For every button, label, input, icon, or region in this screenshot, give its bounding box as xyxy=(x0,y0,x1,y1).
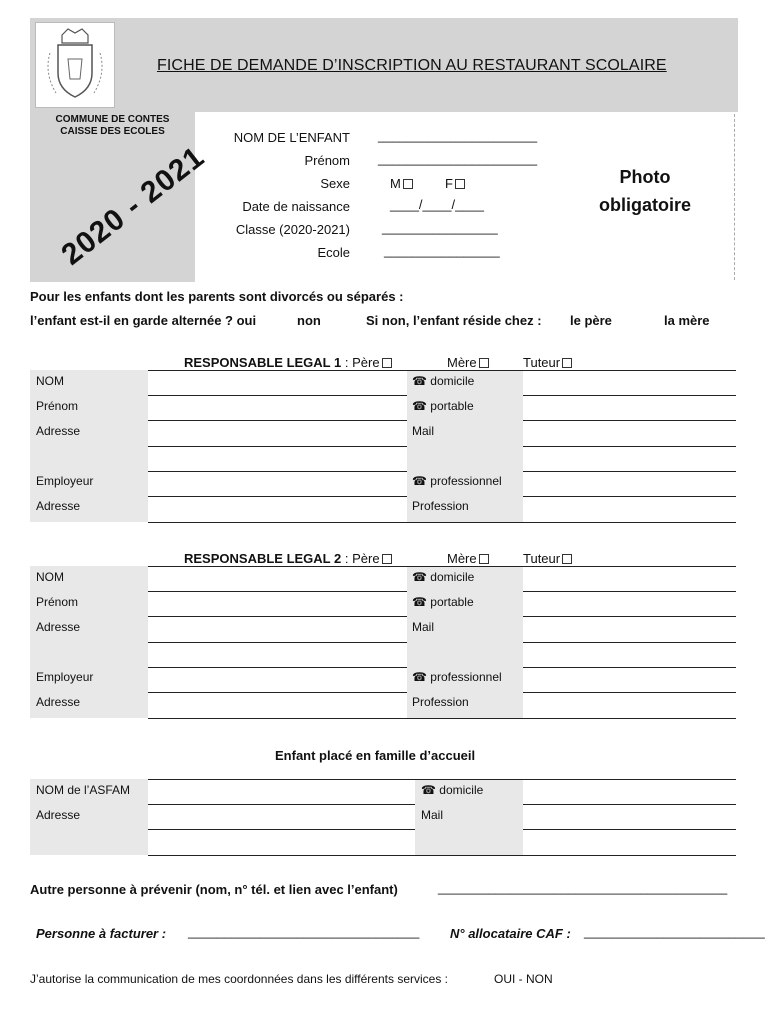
resp2-mere-checkbox[interactable] xyxy=(479,554,489,564)
sex-m-label: M xyxy=(390,176,401,191)
billing-person-label: Personne à facturer : xyxy=(36,926,167,941)
resp2-adresse-emp-label: Adresse xyxy=(36,695,81,709)
table-line xyxy=(148,471,407,472)
resp2-tuteur-checkbox[interactable] xyxy=(562,554,572,564)
asfam-mail-label: Mail xyxy=(421,808,444,822)
commune-line-2: CAISSE DES ECOLES xyxy=(60,126,165,137)
emergency-contact-label: Autre personne à prévenir (nom, n° tél. et lien avec l’enfant) xyxy=(30,882,398,897)
table-line xyxy=(148,616,407,617)
sex-m-option[interactable] xyxy=(390,176,413,191)
table-line xyxy=(148,804,415,805)
asfam-domicile-label: ☎ domicile xyxy=(421,783,484,797)
table-line xyxy=(523,667,736,668)
resp2-mail-label: Mail xyxy=(412,620,435,634)
table-line xyxy=(148,420,407,421)
foster-title: Enfant placé en famille d’accueil xyxy=(275,748,476,763)
resp1-domicile-label: ☎ domicile xyxy=(412,374,475,388)
school-label: Ecole xyxy=(317,245,350,260)
school-field[interactable]: ________________ xyxy=(384,243,500,258)
table-line xyxy=(523,591,736,592)
commune-line-1: COMMUNE DE CONTES xyxy=(55,114,170,125)
caf-number-label: N° allocataire CAF : xyxy=(450,926,571,941)
billing-person-field[interactable]: ________________________________ xyxy=(188,924,420,939)
table-line xyxy=(523,420,736,421)
resp1-prenom-label: Prénom xyxy=(36,399,79,413)
table-line xyxy=(148,370,736,371)
resp2-table xyxy=(30,566,736,718)
garde-non-option[interactable]: non xyxy=(297,313,321,328)
class-field[interactable]: ________________ xyxy=(382,220,498,235)
residence-mere-option[interactable]: la mère xyxy=(664,313,710,328)
photo-line-2: obligatoire xyxy=(598,195,691,215)
resp1-employeur-label: Employeur xyxy=(36,474,94,488)
resp2-mere-option[interactable] xyxy=(447,551,489,566)
resp2-title: RESPONSABLE LEGAL 2 xyxy=(184,551,342,566)
resp1-pere-checkbox[interactable] xyxy=(382,358,392,368)
resp1-tuteur-checkbox[interactable] xyxy=(562,358,572,368)
dob-field[interactable]: ____/____/____ xyxy=(390,197,484,212)
consent-text: J’autorise la communication de mes coordonnées dans les différents services : xyxy=(30,972,448,986)
class-label: Classe (2020-2021) xyxy=(235,222,350,237)
resp1-adresse-label: Adresse xyxy=(36,424,81,438)
table-line xyxy=(523,642,736,643)
table-line xyxy=(148,779,736,780)
table-line xyxy=(523,616,736,617)
resp1-mere-label: Mère xyxy=(447,355,477,370)
resp1-title: RESPONSABLE LEGAL 1 xyxy=(184,355,342,370)
resp2-employeur-label: Employeur xyxy=(36,670,94,684)
resp1-mere-option[interactable] xyxy=(447,355,489,370)
table-line xyxy=(523,804,736,805)
resp2-portable-label: ☎ portable xyxy=(412,595,474,609)
resp2-tuteur-option[interactable] xyxy=(523,551,572,566)
child-firstname-label: Prénom xyxy=(304,153,350,168)
sex-label: Sexe xyxy=(320,176,350,191)
table-line xyxy=(148,496,407,497)
table-line xyxy=(523,395,736,396)
asfam-adresse-label: Adresse xyxy=(36,808,81,822)
sex-f-label: F xyxy=(445,176,453,191)
table-line xyxy=(148,829,415,830)
photo-placeholder xyxy=(585,163,705,219)
commune-name xyxy=(30,114,195,138)
sex-m-checkbox[interactable] xyxy=(403,179,413,189)
page-title: FICHE DE DEMANDE D’INSCRIPTION AU RESTAURANT SCOLAIRE xyxy=(157,57,667,74)
asfam-nom-label: NOM de l’ASFAM xyxy=(36,783,131,797)
resp2-domicile-label: ☎ domicile xyxy=(412,570,475,584)
divorce-intro: Pour les enfants dont les parents sont divorcés ou séparés : xyxy=(30,289,404,304)
resp1-title-row xyxy=(184,355,392,370)
child-firstname-field[interactable]: ______________________ xyxy=(378,151,538,166)
resp1-adresse-emp-label: Adresse xyxy=(36,499,81,513)
resp2-mere-label: Mère xyxy=(447,551,477,566)
resp2-prenom-label: Prénom xyxy=(36,595,79,609)
resp1-pere-label: : Père xyxy=(344,355,380,370)
table-line xyxy=(148,395,407,396)
dob-label: Date de naissance xyxy=(242,199,350,214)
sex-f-checkbox[interactable] xyxy=(455,179,465,189)
table-line xyxy=(148,667,407,668)
residence-pere-option[interactable]: le père xyxy=(570,313,612,328)
child-name-label: NOM DE L’ENFANT xyxy=(233,130,350,145)
table-line xyxy=(523,829,736,830)
table-line xyxy=(148,855,736,856)
table-line xyxy=(148,692,407,693)
table-line xyxy=(148,591,407,592)
emergency-contact-field[interactable]: ________________________________________ xyxy=(438,880,728,895)
school-year: 2020 - 2021 xyxy=(55,140,211,272)
resp2-title-row xyxy=(184,551,392,566)
resp1-profession-label: Profession xyxy=(412,499,469,513)
consent-choice[interactable]: OUI - NON xyxy=(494,972,553,986)
resp2-pro-phone-label: ☎ professionnel xyxy=(412,670,502,684)
table-line xyxy=(148,566,736,567)
resp2-pere-checkbox[interactable] xyxy=(382,554,392,564)
resp1-nom-label: NOM xyxy=(36,374,64,388)
table-line xyxy=(148,446,407,447)
resp1-mere-checkbox[interactable] xyxy=(479,358,489,368)
resp1-mail-label: Mail xyxy=(412,424,435,438)
photo-line-1: Photo xyxy=(619,167,671,187)
photo-frame-edge xyxy=(734,114,735,280)
resp2-pere-label: : Père xyxy=(344,551,380,566)
garde-question: l’enfant est-il en garde alternée ? oui xyxy=(30,313,257,328)
resp1-portable-label: ☎ portable xyxy=(412,399,474,413)
resp1-tuteur-option[interactable] xyxy=(523,355,572,370)
child-name-field[interactable]: ______________________ xyxy=(378,128,538,143)
table-line xyxy=(523,692,736,693)
table-line xyxy=(148,642,407,643)
table-line xyxy=(523,496,736,497)
resp1-table xyxy=(30,370,736,522)
resp2-adresse-label: Adresse xyxy=(36,620,81,634)
caf-number-field[interactable]: _________________________ xyxy=(584,924,765,939)
resp1-tuteur-label: Tuteur xyxy=(523,355,561,370)
coat-of-arms-logo xyxy=(35,22,115,108)
table-line xyxy=(523,446,736,447)
resp2-profession-label: Profession xyxy=(412,695,469,709)
sex-f-option[interactable] xyxy=(445,176,465,191)
table-line xyxy=(523,471,736,472)
residence-question: Si non, l’enfant réside chez : xyxy=(366,313,542,328)
resp2-nom-label: NOM xyxy=(36,570,64,584)
foster-table xyxy=(30,779,736,855)
table-line xyxy=(148,718,736,719)
resp2-tuteur-label: Tuteur xyxy=(523,551,561,566)
table-line xyxy=(148,522,736,523)
resp1-pro-phone-label: ☎ professionnel xyxy=(412,474,502,488)
